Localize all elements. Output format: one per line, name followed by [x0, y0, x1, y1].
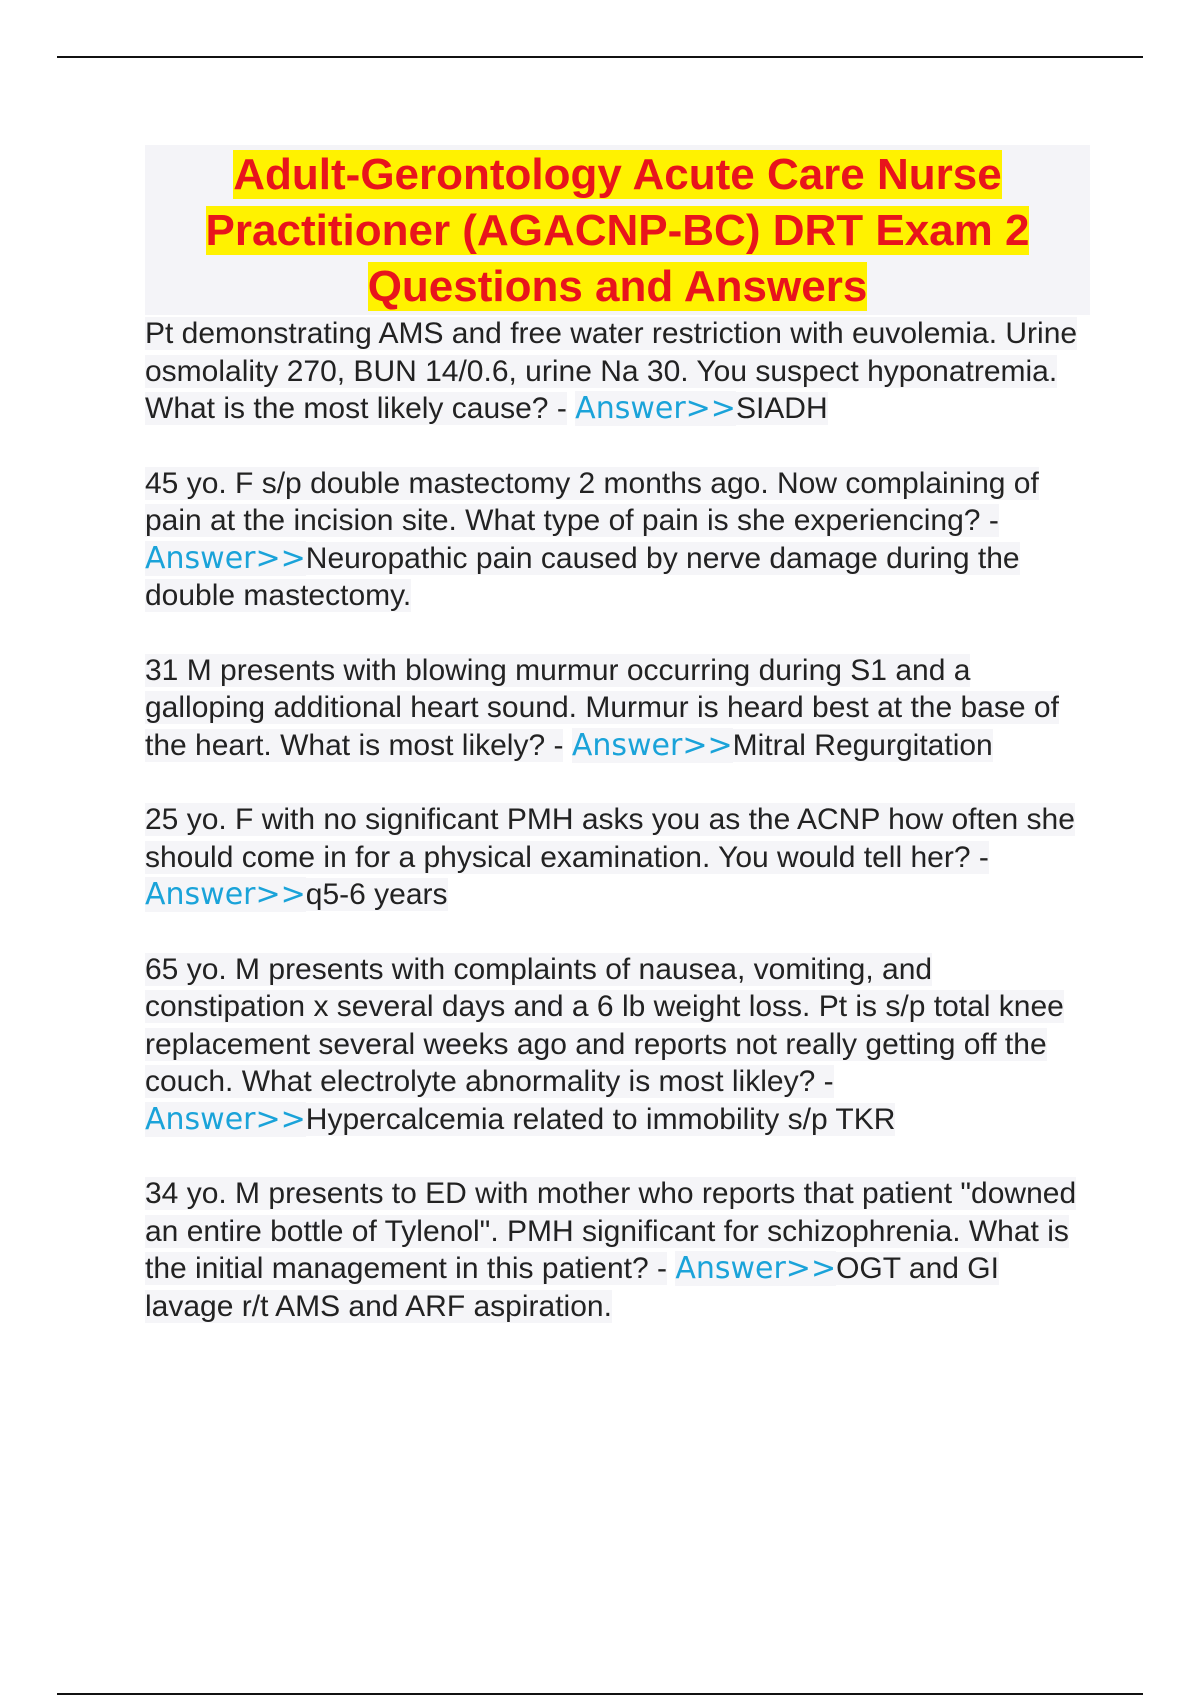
qa-item: [145, 315, 1090, 428]
answer-label: Answer>>: [575, 391, 736, 426]
bottom-rule: [57, 1693, 1143, 1695]
qa-item: [145, 465, 1090, 615]
document-body: [145, 145, 1090, 1325]
answer-label: Answer>>: [571, 727, 733, 763]
qa-item: [145, 652, 1090, 765]
answer-text: SIADH: [735, 392, 828, 425]
answer-text: Neuropathic pain caused by nerve damage during the double mastectomy.: [145, 541, 1020, 612]
question-text: 45 yo. F s/p double mastectomy 2 months ago. Now complaining of pain at the incision site. What type of pain is she experiencing? -: [145, 466, 1039, 537]
qa-list: [145, 315, 1090, 1325]
qa-item: [145, 1175, 1090, 1325]
question-text: 65 yo. M presents with complaints of nausea, vomiting, and constipation x several days and a 6 lb weight loss. Pt is s/p total knee replacement several weeks ago and reports not really getting off the couch. What electrolyte abnormality is most likley? -: [145, 952, 1064, 1098]
document-title: [145, 145, 1090, 315]
question-text: Pt demonstrating AMS and free water restriction with euvolemia. Urine osmolality 270, BUN 14/0.6, urine Na 30. You suspect hyponatremia. What is the most likely cause? -: [145, 317, 1078, 425]
question-text: 31 M presents with blowing murmur occurring during S1 and a galloping additional heart sound. Murmur is heard best at the base of the heart. What is most likely? -: [145, 653, 1059, 762]
answer-label: Answer>>: [145, 1101, 306, 1137]
answer-text: q5-6 years: [305, 878, 448, 911]
question-text: 34 yo. M presents to ED with mother who reports that patient "downed an entire bottle of Tylenol". PMH significant for schizophrenia. What is the initial management in this patient? -: [145, 1177, 1077, 1285]
question-text: 25 yo. F with no significant PMH asks you as the ACNP how often she should come in for a physical examination. You would tell her? -: [145, 803, 1075, 874]
answer-text: Hypercalcemia related to immobility s/p TKR: [305, 1102, 896, 1136]
answer-text: Mitral Regurgitation: [732, 728, 993, 762]
answer-label: Answer>>: [675, 1251, 837, 1286]
answer-label: Answer>>: [145, 540, 306, 576]
qa-item: [145, 951, 1090, 1139]
top-rule: [57, 56, 1143, 58]
answer-text: OGT and GI lavage r/t AMS and ARF aspiration.: [145, 1252, 999, 1323]
answer-label: Answer>>: [145, 877, 306, 912]
document-title-text: Adult-Gerontology Acute Care Nurse Practitioner (AGACNP-BC) DRT Exam 2 Questions and Answers: [205, 150, 1030, 311]
qa-item: [145, 801, 1090, 914]
